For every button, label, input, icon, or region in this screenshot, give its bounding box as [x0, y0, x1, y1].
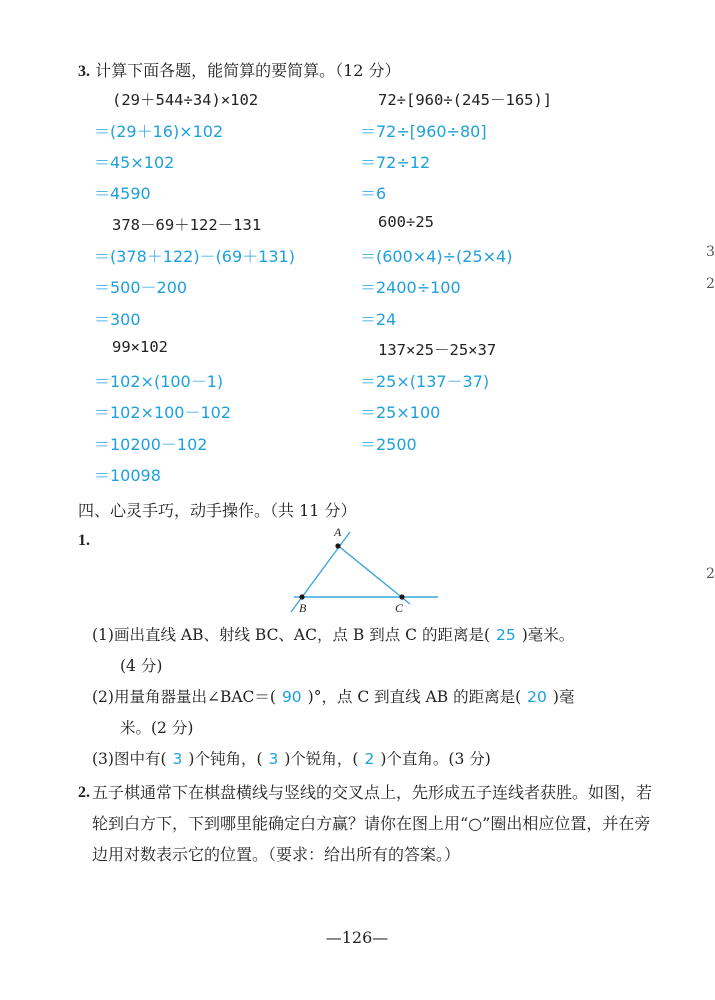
result: ＝24	[360, 310, 397, 329]
label-a: A	[334, 525, 342, 539]
result: ＝10098	[94, 466, 161, 485]
triangle-figure	[280, 520, 450, 620]
step: ＝(29＋16)×102	[94, 122, 224, 141]
step: ＝102×(100－1)	[94, 372, 224, 391]
subquestion-3	[92, 748, 491, 770]
result: ＝4590	[94, 184, 151, 203]
step: ＝25×(137－37)	[360, 372, 490, 391]
result: ＝2500	[360, 435, 417, 454]
text: )个钝角，(	[188, 750, 263, 768]
page-number: —126—	[325, 928, 389, 947]
edge-mark: 2	[706, 566, 715, 582]
question-number: 3.	[78, 63, 90, 80]
answer: 25	[496, 626, 516, 644]
answer: 20	[527, 688, 547, 706]
step: ＝25×100	[360, 403, 441, 422]
line-ac	[336, 544, 410, 604]
step: ＝102×100－102	[94, 403, 232, 422]
problem-4: 600÷25	[378, 213, 434, 231]
question-2-number: 2.	[78, 784, 90, 801]
step: ＝45×102	[94, 153, 175, 172]
question-2-text: 五子棋通常下在棋盘横线与竖线的交叉点上，先形成五子连线者获胜。如图，若轮到白方下，下到哪里能确定白方赢？请你在图上用“○”圈出相应位置，并在旁边用对数表示它的位置。（要求：给出所有的答案。）	[92, 783, 653, 864]
answer: 90	[281, 688, 302, 706]
subquestion-1-score: (4 分)	[120, 657, 163, 675]
text: (1)画出直线 AB、射线 BC、AC，点 B 到点 C 的距离是(	[92, 626, 490, 644]
step: ＝72÷12	[360, 153, 431, 172]
step: ＝2400÷100	[360, 278, 461, 297]
problem-2: 72÷[960÷(245－165)]	[378, 91, 553, 109]
result: ＝300	[94, 310, 141, 329]
step: ＝500－200	[94, 278, 188, 297]
section-4-title: 四、心灵手巧，动手操作。（共 11 分）	[78, 501, 357, 520]
question-1-number: 1.	[78, 532, 90, 549]
subquestion-1	[92, 624, 574, 646]
problem-3: 378－69＋122－131	[112, 216, 262, 234]
section-3-title	[78, 58, 401, 81]
problem-5: 99×102	[112, 338, 168, 356]
label-c: C	[395, 601, 404, 615]
point-b	[299, 594, 304, 599]
answer: 2	[364, 750, 375, 768]
problem-1: (29＋544÷34)×102	[112, 91, 259, 109]
question-text: 计算下面各题，能简算的要简算。（12 分）	[95, 61, 401, 80]
text: )个锐角，(	[284, 750, 359, 768]
subquestion-2-score: 米。(2 分)	[120, 719, 194, 737]
line-ab	[291, 532, 350, 612]
answer: 3	[172, 750, 183, 768]
text: )毫	[552, 688, 575, 706]
text: (3)图中有(	[92, 750, 167, 768]
problem-6: 137×25－25×37	[378, 341, 497, 359]
step: ＝10200－102	[94, 435, 208, 454]
text: )毫米。	[521, 626, 575, 644]
result: ＝6	[360, 184, 387, 203]
point-c	[399, 594, 404, 599]
text: )°，点 C 到直线 AB 的距离是(	[307, 688, 522, 706]
point-a	[335, 543, 340, 548]
edge-mark: 3	[706, 244, 715, 260]
step: ＝(600×4)÷(25×4)	[360, 247, 513, 266]
step: ＝(378＋122)－(69＋131)	[94, 247, 295, 266]
text: )个直角。(3 分)	[380, 750, 491, 768]
subquestion-2	[92, 686, 574, 708]
answer: 3	[268, 750, 279, 768]
label-b: B	[299, 601, 307, 615]
step: ＝72÷[960÷80]	[360, 122, 487, 141]
edge-mark: 2	[706, 276, 715, 292]
text: (2)用量角器量出∠BAC＝(	[92, 688, 276, 706]
